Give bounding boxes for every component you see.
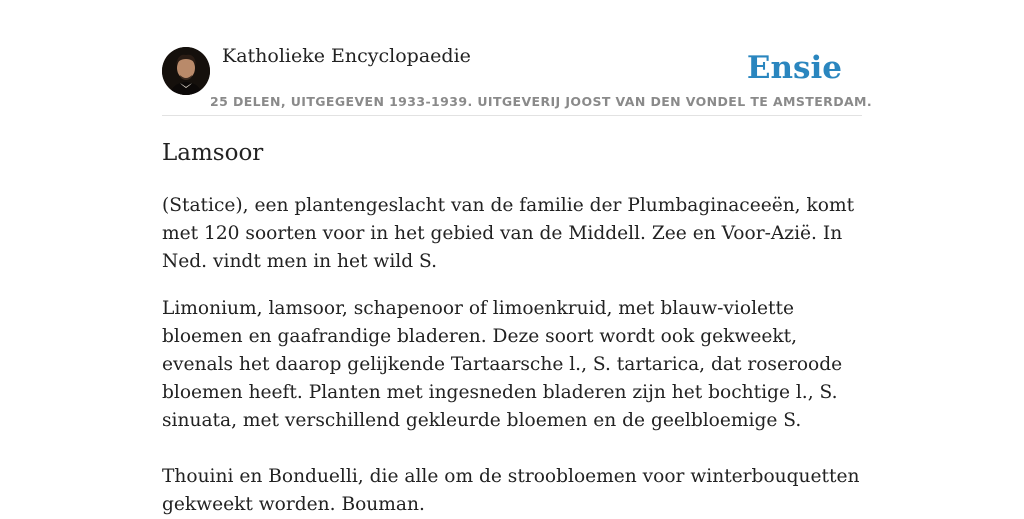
source-header	[162, 0, 873, 116]
article-title: Lamsoor	[162, 140, 264, 166]
article-paragraph-2: Limonium, lamsoor, schapenoor of limoenkruid, met blauw-violette bloemen en gaafrandige bladeren. Deze soort wordt ook gekweekt, evenals het daarop gelijkende Tartaarsche l., S. tartarica, dat roseroode bloemen heeft. Planten met ingesneden bladeren zijn het bochtige l., S. sinuata, met verschillend gekleurde bloemen en de geelbloemige S.	[162, 298, 843, 431]
ensie-logo-link[interactable]: Ensie	[746, 50, 842, 86]
article-paragraph-3: Thouini en Bonduelli, die alle om de stroobloemen voor winterbouquetten gekweekt worden. Bouman.	[162, 466, 860, 515]
article-paragraph-1: (Statice), een plantengeslacht van de familie der Plumbaginaceeën, komt met 120 soorten voor in het gebied van de Middell. Zee en Voor-Azië. In Ned. vindt men in het wild S.	[162, 195, 855, 272]
source-title[interactable]: Katholieke Encyclopaedie	[222, 45, 471, 67]
article-page	[162, 0, 873, 515]
source-subtitle: 25 DELEN, UITGEGEVEN 1933-1939. UITGEVERIJ JOOST VAN DEN VONDEL TE AMSTERDAM.	[210, 94, 873, 109]
portrait-avatar-icon[interactable]	[162, 47, 210, 95]
